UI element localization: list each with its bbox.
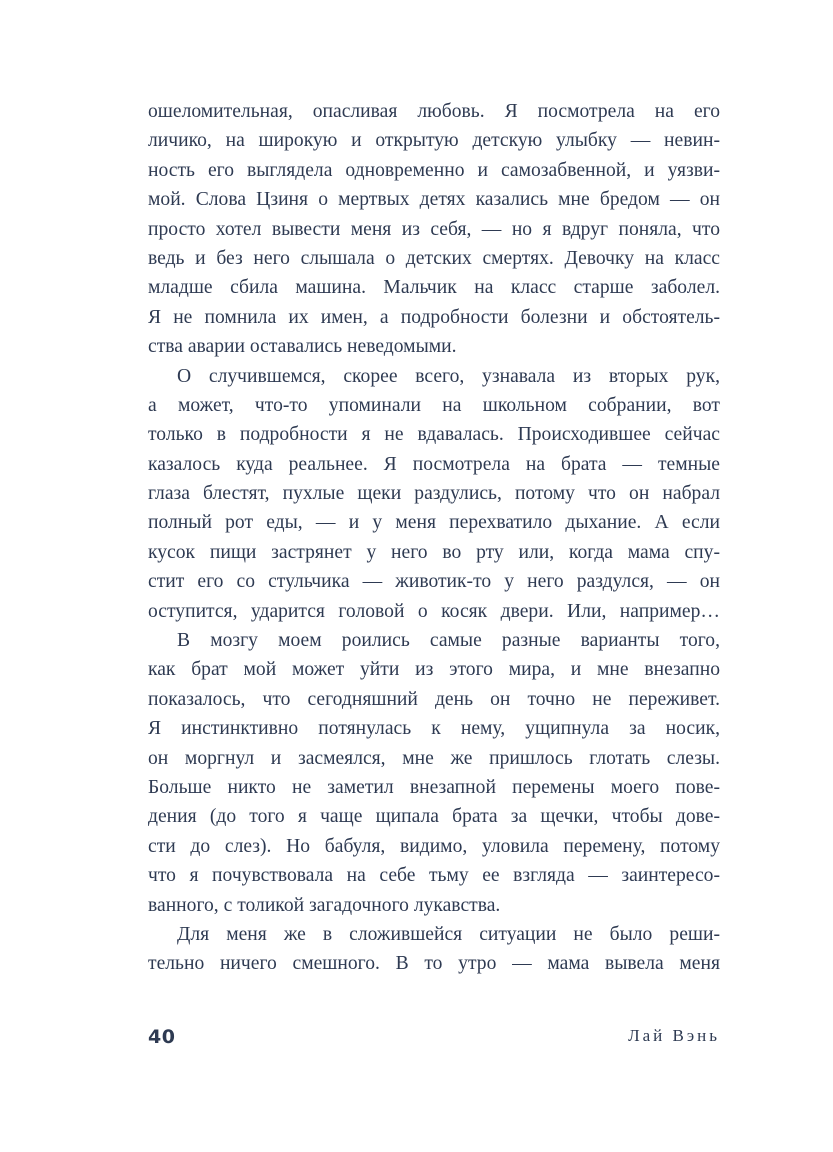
text-line: мой. Слова Цзиня о мертвых детях казались мне бредом — он [148, 189, 720, 211]
body-text [148, 97, 720, 979]
text-line: сти до слез). Но бабуля, видимо, уловила перемену, потому [148, 835, 720, 857]
text-line: Больше никто не заметил внезапной перемены моего пове- [148, 776, 720, 798]
text-line: ства аварии оставались неведомыми. [148, 336, 457, 358]
text-line: как брат мой может уйти из этого мира, и мне внезапно [148, 659, 720, 681]
text-line: ошеломительная, опасливая любовь. Я посмотрела на его [148, 101, 720, 122]
text-line: ведь и без него слышала о детских смертях. Девочку на класс [148, 247, 720, 269]
text-line: глаза блестят, пухлые щеки раздулись, потому что он набрал [148, 483, 720, 505]
paragraph-first-line: О случившемся, скорее всего, узнавала из вторых рук, [177, 365, 720, 387]
text-line: тельно ничего смешного. В то утро — мама вывела меня [148, 953, 720, 975]
text-line: Я не помнила их имен, а подробности болезни и обстоятель- [148, 306, 720, 328]
text-line: просто хотел вывести меня из себя, — но я вдруг поняла, что [148, 218, 720, 240]
text-line: кусок пищи застрянет у него во рту или, когда мама спу- [148, 541, 720, 563]
text-line: дения (до того я чаще щипала брата за щечки, чтобы дове- [148, 806, 720, 828]
text-line: стит его со стульчика — животик-то у него раздулся, — он [148, 571, 720, 593]
running-author: Лай Вэнь [628, 1026, 720, 1045]
text-line: а может, что-то упоминали на школьном собрании, вот [148, 394, 720, 416]
text-line: только в подробности я не вдавалась. Происходившее сейчас [148, 424, 720, 446]
text-line: показалось, что сегодняшний день он точно не переживет. [148, 688, 720, 710]
text-line: ванного, с толикой загадочного лукавства. [148, 894, 501, 916]
text-line: что я почувствовала на себе тьму ее взгляда — заинтересо- [148, 865, 720, 887]
text-line: личико, на широкую и открытую детскую улыбку — невин- [148, 130, 720, 152]
paragraph-first-line: Для меня же в сложившейся ситуации не было реши- [177, 923, 720, 945]
text-line: казалось куда реальнее. Я посмотрела на брата — темные [148, 453, 720, 475]
text-line: полный рот еды, — и у меня перехватило дыхание. А если [148, 512, 720, 534]
page-number: 40 [148, 1026, 176, 1048]
text-line: ность его выглядела одновременно и самозабвенной, и уязви- [148, 159, 720, 181]
page-footer [148, 1026, 720, 1056]
paragraph-first-line: В мозгу моем роились самые разные варианты того, [177, 630, 720, 652]
text-line: младше сбила машина. Мальчик на класс старше заболел. [148, 277, 720, 299]
text-line: он моргнул и засмеялся, мне же пришлось глотать слезы. [148, 747, 720, 769]
text-line: Я инстинктивно потянулась к нему, ущипнула за носик, [148, 718, 720, 740]
text-line: оступится, ударится головой о косяк двери. Или, например… [148, 600, 720, 622]
